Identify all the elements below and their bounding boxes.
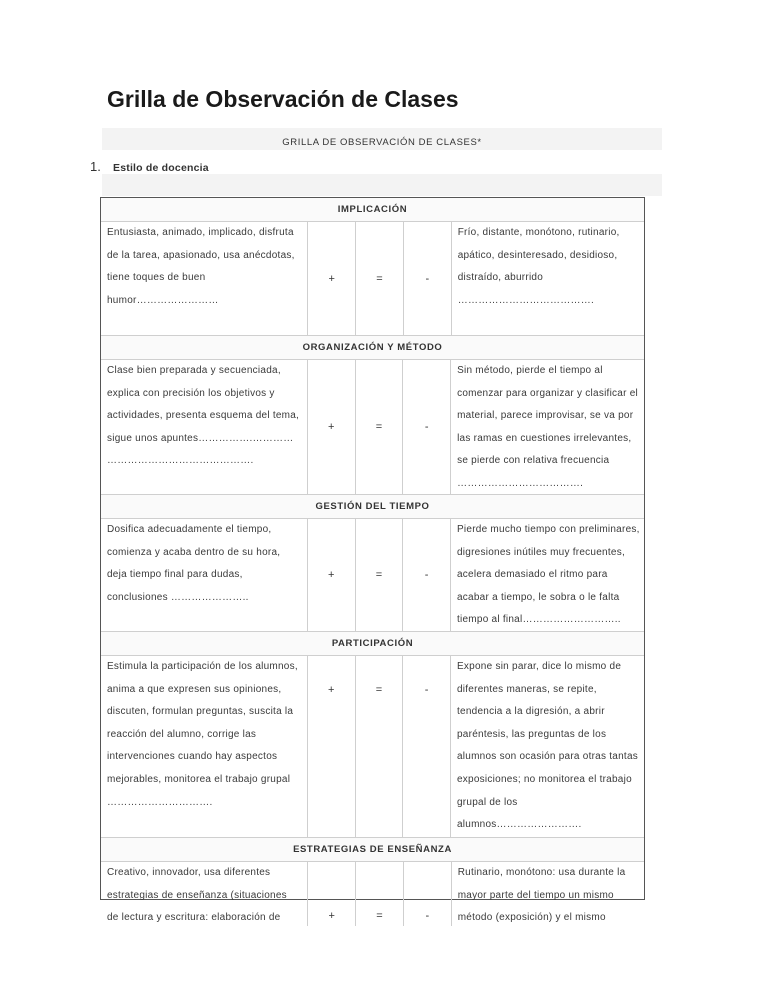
text-line: mejorables, monitorea el trabajo grupal: [107, 773, 291, 785]
positive-description: [101, 222, 308, 335]
rating-equal[interactable]: =: [356, 519, 404, 631]
criteria-row: [101, 360, 644, 495]
rating-minus[interactable]: -: [403, 519, 451, 631]
text-line: Dosifica adecuadamente el tiempo,: [107, 524, 272, 535]
text-line: explica con precisión los objetivos y: [107, 387, 275, 399]
text-line: intervenciones cuando hay aspectos: [107, 751, 278, 763]
negative-description: [451, 519, 644, 631]
text-line: conclusiones …………………..: [107, 591, 249, 603]
text-line: Frío, distante, monótono, rutinario,: [457, 227, 620, 238]
rating-minus[interactable]: -: [404, 222, 452, 335]
text-line: humor……………………: [107, 294, 219, 306]
grid-subtitle: GRILLA DE OBSERVACIÓN DE CLASES*: [282, 137, 482, 148]
rating-plus[interactable]: +: [308, 519, 356, 631]
text-line: Sin método, pierde el tiempo al: [457, 365, 603, 376]
positive-description: [101, 519, 308, 631]
text-line: estrategias de enseñanza (situaciones: [107, 889, 287, 901]
rating-equal[interactable]: =: [356, 862, 404, 926]
negative-description: [451, 360, 644, 494]
section-label: Estilo de docencia: [113, 162, 209, 174]
text-line: Entusiasta, animado, implicado, disfruta: [107, 227, 294, 238]
criteria-row: [101, 656, 644, 838]
text-line: ………………………….: [107, 796, 213, 808]
category-header: PARTICIPACIÓN: [101, 632, 644, 656]
text-line: Expone sin parar, dice lo mismo de: [457, 661, 622, 672]
text-line: paréntesis, las preguntas de los: [457, 728, 607, 740]
negative-description: [452, 862, 644, 926]
text-line: anima a que expresen sus opiniones,: [107, 683, 282, 695]
observation-grid: [100, 197, 645, 924]
text-line: se pierde con relativa frecuencia: [457, 455, 610, 467]
text-line: método (exposición) y el mismo: [457, 912, 606, 924]
text-line: comienza y acaba dentro de su hora,: [107, 546, 281, 558]
positive-description: [101, 656, 308, 837]
criteria-row: [101, 519, 644, 632]
text-line: tiempo al final………………………..: [457, 614, 621, 626]
rating-plus[interactable]: +: [308, 222, 356, 335]
text-line: tiene toques de buen: [107, 272, 206, 284]
text-line: acelera demasiado el ritmo para: [457, 569, 608, 581]
text-line: de lectura y escritura: elaboración de: [107, 912, 281, 924]
text-line: ……………………………….: [457, 477, 584, 489]
text-line: acabar a tiempo, le sobra o le falta: [457, 591, 620, 603]
text-line: diferentes maneras, se repite,: [457, 683, 597, 695]
text-line: mayor parte del tiempo un mismo: [457, 889, 614, 901]
text-line: sigue unos apuntes…………….…………: [107, 432, 294, 444]
rating-plus[interactable]: +: [308, 862, 356, 926]
text-line: reacción del alumno, corrige las: [107, 728, 257, 740]
rating-equal[interactable]: =: [356, 222, 404, 335]
text-line: Pierde mucho tiempo con preliminares,: [457, 524, 640, 535]
text-line: discuten, formulan preguntas, suscita la: [107, 706, 294, 718]
rating-plus[interactable]: +: [308, 360, 356, 494]
page-title: Grilla de Observación de Clases: [107, 86, 459, 112]
negative-description: [451, 656, 644, 837]
rating-minus[interactable]: -: [403, 656, 451, 837]
section-number: 1.: [90, 159, 101, 174]
text-line: Rutinario, monótono: usa durante la: [457, 867, 626, 878]
positive-description: [101, 360, 308, 494]
text-line: de la tarea, apasionado, usa anécdotas,: [107, 249, 295, 261]
category-header: ESTRATEGIAS DE ENSEÑANZA: [101, 838, 644, 862]
rating-minus[interactable]: -: [403, 360, 451, 494]
category-header: GESTIÓN DEL TIEMPO: [101, 495, 644, 519]
rating-equal[interactable]: =: [356, 360, 404, 494]
text-line: grupal de los: [457, 796, 518, 808]
text-line: tendencia a la digresión, a abrir: [457, 706, 605, 718]
text-line: las ramas en cuestiones irrelevantes,: [457, 432, 632, 444]
text-line: distraído, aburrido: [457, 272, 544, 284]
rating-equal[interactable]: =: [356, 656, 404, 837]
text-line: alumnos son ocasión para otras tantas: [457, 751, 639, 763]
negative-description: [452, 222, 644, 335]
category-header: ORGANIZACIÓN Y MÉTODO: [101, 336, 644, 360]
category-header: IMPLICACIÓN: [101, 198, 644, 222]
criteria-row: [101, 222, 644, 336]
text-line: comenzar para organizar y clasificar el: [457, 387, 639, 399]
criteria-row: [101, 862, 644, 926]
text-line: ………………………………….: [457, 294, 594, 306]
text-line: digresiones inútiles muy frecuentes,: [457, 546, 625, 558]
text-line: …………………………………….: [107, 455, 254, 467]
positive-description: [101, 862, 308, 926]
text-line: Clase bien preparada y secuenciada,: [107, 365, 281, 376]
text-line: material, parece improvisar, se va por: [457, 410, 634, 422]
rating-minus[interactable]: -: [404, 862, 452, 926]
text-line: deja tiempo final para dudas,: [107, 569, 243, 581]
text-line: Creativo, innovador, usa diferentes: [107, 867, 271, 878]
text-line: apático, desinteresado, desidioso,: [457, 249, 618, 261]
text-line: Estimula la participación de los alumnos,: [107, 661, 298, 672]
text-line: exposiciones; no monitorea el trabajo: [457, 773, 632, 785]
rating-plus[interactable]: +: [308, 656, 356, 837]
text-line: alumnos…………………….: [457, 819, 582, 831]
text-line: actividades, presenta esquema del tema,: [107, 410, 300, 422]
section-band: [102, 174, 662, 196]
